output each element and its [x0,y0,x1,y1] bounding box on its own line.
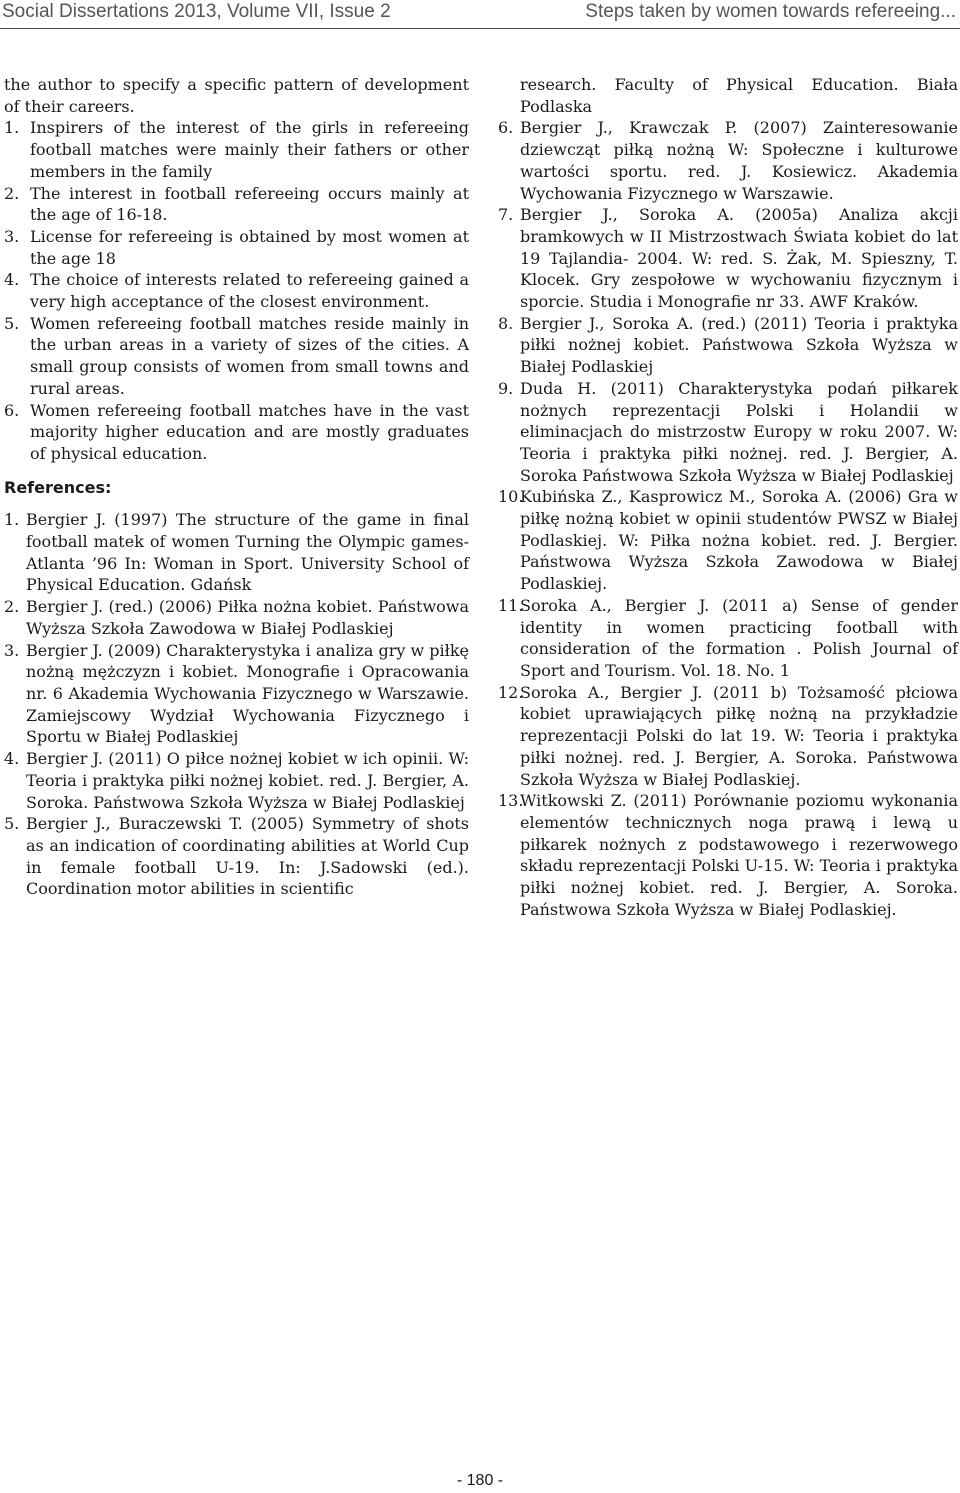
conclusion-item [4,400,469,465]
reference-item [498,117,958,204]
item-number: 5. [4,313,20,333]
reference-text: Bergier J. (2011) O piłce nożnej kobiet w ich opinii. W: Teoria i praktyka piłki nożnej kobiet. red. J. Bergier, A. Soroka. Państwowa Szkoła Wyższa w Białej Podlaskiej [26,749,469,812]
reference-number: 9. [498,378,514,398]
reference-number: 8. [498,313,514,333]
reference-item [4,596,469,639]
conclusion-item [4,117,469,182]
reference-number: 5. [4,814,20,834]
conclusion-item [4,269,469,312]
reference-text: Bergier J., Buraczewski T. (2005) Symmetry of shots as an indication of coordinating abilities at World Cup in female football U-19. In: J.Sadowski (ed.). Coordination motor abilities in scientific [26,814,469,899]
item-text: License for refereeing is obtained by most women at the age 18 [30,226,469,268]
reference-number: 1. [4,510,20,530]
reference-number: 2. [4,597,20,617]
reference-number: 6. [498,118,514,138]
reference-text: Kubińska Z., Kasprowicz M., Soroka A. (2006) Gra w piłkę nożną kobiet w opinii studentów PWSZ w Białej Podlaskiej. W: Piłka nożna kobiet. red. J. Bergier. Państwowa Wyższa Szkoła Zawodowa w Białej Podlaskiej. [520,487,958,594]
reference-number: 12. [498,682,524,702]
reference-item [4,748,469,813]
references-list-right [498,117,958,920]
reference-text: Duda H. (2011) Charakterystyka podań piłkarek nożnych reprezentacji Polski i Holandii w eliminacjach do mistrzostw Europy w roku 2007. W: Teoria i praktyka piłki nożnej. red. J. Bergier, A. Soroka Państwowa Szkoła Wyższa w Białej Podlaskiej [520,378,958,485]
right-column [498,74,958,920]
item-number: 2. [4,183,20,203]
item-number: 6. [4,400,20,420]
reference-item [498,682,958,791]
reference-number: 10. [498,487,524,507]
reference-item [498,378,958,487]
conclusion-item [4,313,469,400]
item-text: Women refereeing football matches reside mainly in the urban areas in a variety of sizes of the cities. A small group consists of women from small towns and rural areas. [30,313,469,398]
reference-item [4,509,469,596]
conclusions-list [4,117,469,464]
reference-text: Bergier J. (2009) Charakterystyka i analiza gry w piłkę nożną mężczyzn i kobiet. Monografie i Opracowania nr. 6 Akademia Wychowania Fizycznego w Warszawie. Zamiejscowy Wydział Wychowania Fizycznego i Sportu w Białej Podlaskiej [26,640,470,747]
reference-text: Bergier J., Soroka A. (2005a) Analiza akcji bramkowych w II Mistrzostwach Świata kobiet do lat 19 Tajlandia- 2004. W: red. S. Żak, M. Spieszny, T. Klocek. Gry zespołowe w wychowaniu fizycznym i sporcie. Studia i Monografie nr 33. AWF Kraków. [520,205,958,312]
item-text: The choice of interests related to refereeing gained a very high acceptance of the closest environment. [30,270,469,312]
item-number: 3. [4,226,20,246]
reference-number: 13. [498,791,524,811]
intro-text: the author to specify a specific pattern of development of their careers. [4,75,469,116]
reference-text: Bergier J., Soroka A. (red.) (2011) Teoria i praktyka piłki nożnej kobiet. Państwowa Szkoła Wyższa w Białej Podlaskiej [520,313,958,377]
reference-item [498,790,958,920]
reference-text: Bergier J. (1997) The structure of the game in final football matek of women Turning the Olympic games- Atlanta ’96 In: Woman in Sport. University School of Physical Education. Gdańsk [26,510,469,595]
reference-text: Soroka A., Bergier J. (2011 a) Sense of gender identity in women practicing football with consideration of the formation . Polish Journal of Sport and Tourism. Vol. 18. No. 1 [520,595,958,680]
references-list-left [4,509,469,900]
reference-number: 4. [4,749,20,769]
reference-item [4,640,469,749]
reference-number: 7. [498,205,514,225]
reference-item [498,595,958,682]
reference-number: 3. [4,640,20,660]
page-number: - 180 - [456,1472,504,1489]
item-text: Women refereeing football matches have in the vast majority higher education and are mostly graduates of physical education. [30,400,469,463]
conclusion-item [4,226,469,269]
journal-title: Social Dissertations 2013, Volume VII, Issue 2 [2,1,391,22]
item-text: Inspirers of the interest of the girls in refereeing football matches were mainly their fathers or other members in the family [30,118,469,181]
item-text: The interest in football refereeing occurs mainly at the age of 16-18. [30,183,469,225]
reference-item [498,204,958,313]
running-header [0,0,960,30]
reference-text: Bergier J., Krawczak P. (2007) Zainteresowanie dziewcząt piłką nożną W: Społeczne i kulturowe wartości sportu. red. J. Kosiewicz. Akademia Wychowania Fizycznego w Warszawie. [520,118,958,203]
item-number: 4. [4,270,20,290]
reference-text: Bergier J. (red.) (2006) Piłka nożna kobiet. Państwowa Wyższa Szkoła Zawodowa w Białej Podlaskiej [26,597,469,638]
reference-continuation: research. Faculty of Physical Education. Biała Podlaska [520,75,958,116]
reference-number: 11. [498,595,524,615]
reference-item [498,486,958,595]
reference-item [498,313,958,378]
reference-item [4,813,469,900]
left-column [4,74,469,900]
reference-text: Witkowski Z. (2011) Porównanie poziomu wykonania elementów technicznych noga prawą i lewą u piłkarek nożnych z podstawowego i rezerwowego składu reprezentacji Polski U-15. W: Teoria i praktyka piłki nożnej kobiet. red. J. Bergier, A. Soroka. Państwowa Szkoła Wyższa w Białej Podlaskiej. [520,791,958,919]
header-rule [0,28,960,29]
conclusion-item [4,183,469,226]
item-number: 1. [4,118,20,138]
running-title: Steps taken by women towards refereeing... [585,1,956,22]
references-heading: References: [4,477,112,497]
reference-text: Soroka A., Bergier J. (2011 b) Tożsamość płciowa kobiet uprawiających piłkę nożną na przykładzie reprezentacji Polski do lat 19. W: Teoria i praktyka piłki nożnej. red. J. Bergier, A. Soroka. Państwowa Szkoła Wyższa w Białej Podlaskiej. [520,682,958,789]
